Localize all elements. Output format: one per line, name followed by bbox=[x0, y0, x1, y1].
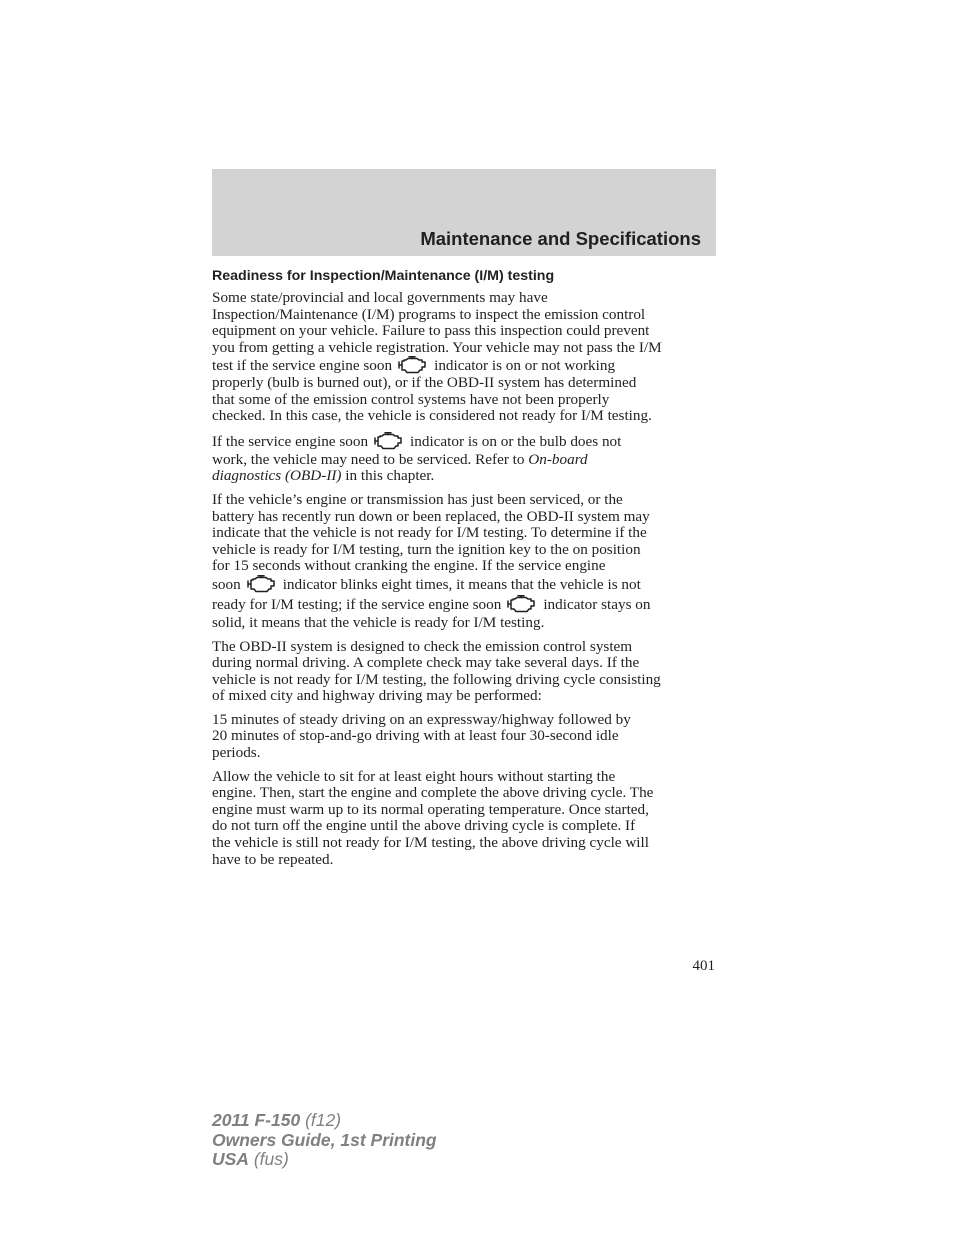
paragraph-4 bbox=[212, 639, 716, 705]
text-segment: soon bbox=[212, 575, 241, 593]
text-segment: ready for I/M testing; if the service engine soon bbox=[212, 595, 502, 613]
text-line: have to be repeated. bbox=[212, 850, 334, 868]
text-line: The OBD-II system is designed to check the emission control system bbox=[212, 637, 633, 655]
text-line: properly (bulb is burned out), or if the OBD-II system has determined bbox=[212, 373, 637, 391]
paragraph-3 bbox=[212, 492, 716, 632]
check-engine-icon bbox=[245, 575, 277, 593]
text-line: for 15 seconds without cranking the engine. If the service engine bbox=[212, 557, 606, 575]
text-line bbox=[212, 432, 716, 452]
text-line: the vehicle is still not ready for I/M testing, the above driving cycle will bbox=[212, 834, 649, 852]
obd-reference: On-board bbox=[528, 450, 588, 468]
text-line: battery has recently run down or been replaced, the OBD-II system may bbox=[212, 507, 650, 525]
text-segment: indicator is on or not working bbox=[434, 357, 616, 375]
check-engine-icon bbox=[372, 432, 404, 450]
text-line: checked. In this case, the vehicle is considered not ready for I/M testing. bbox=[212, 407, 652, 425]
text-segment: indicator blinks eight times, it means that the vehicle is not bbox=[282, 575, 641, 593]
footer-region-code: (fus) bbox=[248, 1149, 289, 1169]
obd-reference: diagnostics (OBD-II) bbox=[212, 467, 342, 485]
chapter-header-band bbox=[212, 169, 716, 256]
text-line: that some of the emission control systems have not been properly bbox=[212, 390, 610, 408]
paragraph-1 bbox=[212, 290, 716, 425]
text-segment: If the service engine soon bbox=[212, 432, 369, 450]
text-line: vehicle is not ready for I/M testing, the following driving cycle consisting bbox=[212, 670, 661, 688]
footer-model: 2011 F-150 bbox=[212, 1110, 301, 1130]
text-line bbox=[212, 452, 716, 469]
text-line: engine must warm up to its normal operating temperature. Once started, bbox=[212, 800, 649, 818]
paragraph-2 bbox=[212, 432, 716, 485]
text-line: Allow the vehicle to sit for at least eight hours without starting the bbox=[212, 767, 616, 785]
chapter-title: Maintenance and Specifications bbox=[420, 228, 701, 249]
text-line: equipment on your vehicle. Failure to pass this inspection could prevent bbox=[212, 322, 650, 340]
text-line bbox=[212, 595, 716, 615]
text-line: If the vehicle’s engine or transmission has just been serviced, or the bbox=[212, 490, 623, 508]
footer-imprint bbox=[212, 1111, 437, 1170]
text-line: of mixed city and highway driving may be performed: bbox=[212, 687, 542, 705]
page-content bbox=[212, 267, 716, 875]
text-line: Some state/provincial and local governments may have bbox=[212, 289, 548, 306]
text-segment: indicator stays on bbox=[543, 595, 651, 613]
text-segment: test if the service engine soon bbox=[212, 357, 393, 375]
footer-model-line bbox=[212, 1111, 437, 1131]
text-segment: in this chapter. bbox=[341, 467, 435, 485]
check-engine-icon bbox=[505, 595, 537, 613]
page-number: 401 bbox=[692, 958, 715, 974]
section-heading: Readiness for Inspection/Maintenance (I/M) testing bbox=[212, 268, 555, 284]
check-engine-icon bbox=[396, 356, 428, 374]
paragraph-6 bbox=[212, 769, 716, 869]
paragraph-5 bbox=[212, 712, 716, 762]
text-line bbox=[212, 356, 716, 375]
footer-region: USA bbox=[212, 1149, 249, 1169]
text-line: you from getting a vehicle registration. Your vehicle may not pass the I/M bbox=[212, 338, 662, 356]
text-line: Inspection/Maintenance (I/M) programs to inspect the emission control bbox=[212, 305, 646, 323]
text-line: 20 minutes of stop-and-go driving with at least four 30-second idle bbox=[212, 727, 619, 745]
text-line: indicate that the vehicle is not ready for I/M testing. To determine if the bbox=[212, 524, 647, 542]
footer-region-line bbox=[212, 1150, 437, 1170]
text-line: 15 minutes of steady driving on an expressway/highway followed by bbox=[212, 710, 631, 728]
text-line: engine. Then, start the engine and complete the above driving cycle. The bbox=[212, 784, 654, 802]
text-line: do not turn off the engine until the above driving cycle is complete. If bbox=[212, 817, 636, 835]
text-line: solid, it means that the vehicle is ready for I/M testing. bbox=[212, 613, 545, 631]
text-segment: indicator is on or the bulb does not bbox=[410, 432, 622, 450]
text-line bbox=[212, 468, 716, 485]
footer-guide: Owners Guide, 1st Printing bbox=[212, 1129, 437, 1150]
text-segment: work, the vehicle may need to be serviced. Refer to bbox=[212, 450, 529, 468]
text-line: periods. bbox=[212, 744, 261, 762]
text-line: during normal driving. A complete check may take several days. If the bbox=[212, 654, 640, 672]
footer-model-code: (f12) bbox=[300, 1110, 342, 1130]
text-line bbox=[212, 575, 716, 595]
text-line: vehicle is ready for I/M testing, turn the ignition key to the on position bbox=[212, 540, 641, 558]
